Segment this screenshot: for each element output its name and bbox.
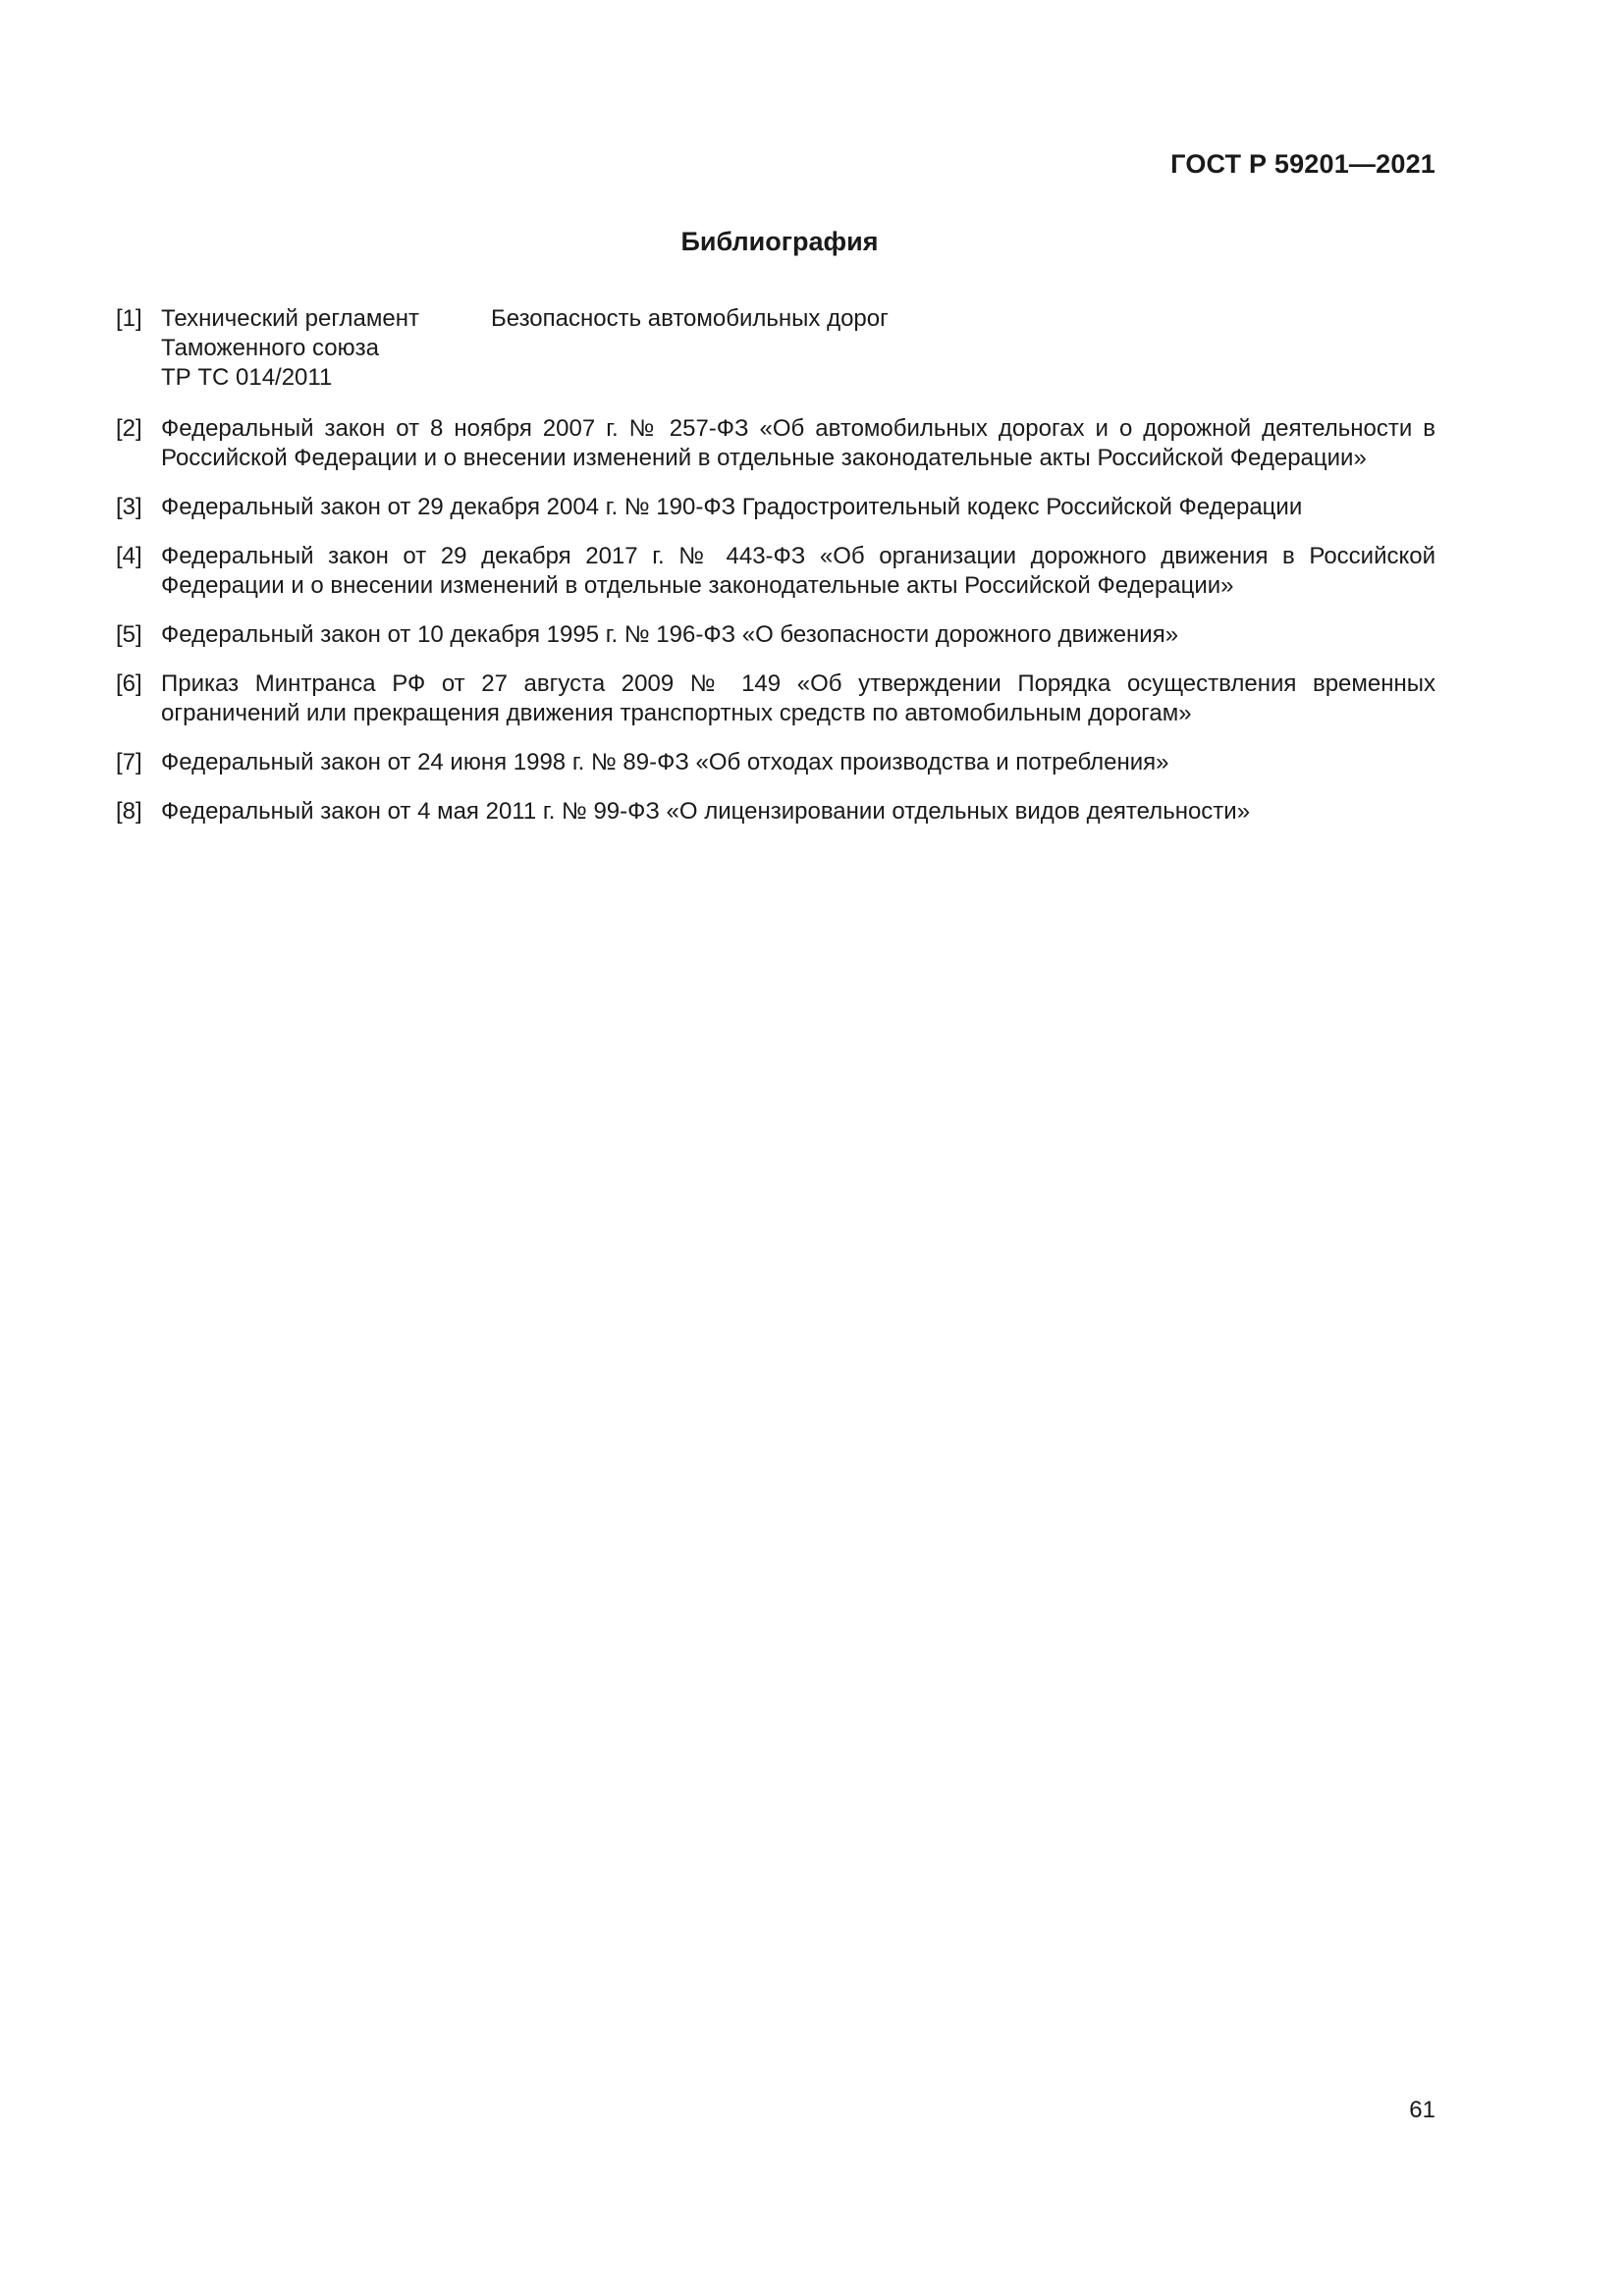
reference-document-line: Таможенного союза [161, 335, 379, 361]
reference-text: Федеральный закон от 10 декабря 1995 г. № 196-ФЗ «О безопасности дорожного движения» [161, 621, 1179, 648]
reference-number: [3] [116, 494, 142, 520]
reference-text: Федеральный закон от 29 декабря 2004 г. № 190-ФЗ Градостроительный кодекс Российской Федерации [161, 494, 1303, 520]
reference-number: [5] [116, 621, 142, 648]
reference-text: Федеральный закон от 29 декабря 2017 г. № 443-ФЗ «Об организации дорожного движения в Российской Федерации и о внесении изменений в отдельные законодательные акты Российской Федерации» [161, 543, 1435, 599]
reference-number: [2] [116, 415, 142, 442]
reference-text: Федеральный закон от 24 июня 1998 г. № 89-ФЗ «Об отходах производства и потребления» [161, 749, 1169, 775]
reference-text: Федеральный закон от 4 мая 2011 г. № 99-ФЗ «О лицензировании отдельных видов деятельности» [161, 798, 1251, 825]
reference-number: [6] [116, 670, 142, 697]
bibliography-item [116, 542, 1435, 601]
bibliography-list [116, 304, 1435, 846]
page-title: Библиография [680, 227, 879, 256]
page-number: 61 [1409, 2097, 1435, 2123]
reference-number: [7] [116, 749, 142, 775]
reference-text: Приказ Минтранса РФ от 27 августа 2009 № 149 «Об утверждении Порядка осуществления временных ограничений или прекращения движения транспортных средств по автомобильным дорогам» [161, 670, 1435, 726]
bibliography-item [116, 493, 1435, 522]
bibliography-item [116, 669, 1435, 728]
reference-number: [1] [116, 305, 142, 332]
reference-subject: Безопасность автомобильных дорог [491, 305, 889, 332]
bibliography-item [116, 414, 1435, 473]
reference-number: [8] [116, 798, 142, 825]
reference-document-line: ТР ТС 014/2011 [161, 364, 333, 391]
bibliography-item [116, 748, 1435, 777]
bibliography-item [116, 620, 1435, 650]
bibliography-item [116, 797, 1435, 827]
document-code: ГОСТ Р 59201—2021 [1170, 149, 1435, 179]
bibliography-item [116, 304, 1435, 393]
reference-number: [4] [116, 543, 142, 569]
reference-text: Федеральный закон от 8 ноября 2007 г. № 257-ФЗ «Об автомобильных дорогах и о дорожной деятельности в Российской Федерации и о внесении изменений в отдельные законодательные акты Российской Федерации» [161, 415, 1435, 471]
reference-document [161, 304, 491, 393]
reference-document-line: Технический регламент [161, 305, 419, 332]
